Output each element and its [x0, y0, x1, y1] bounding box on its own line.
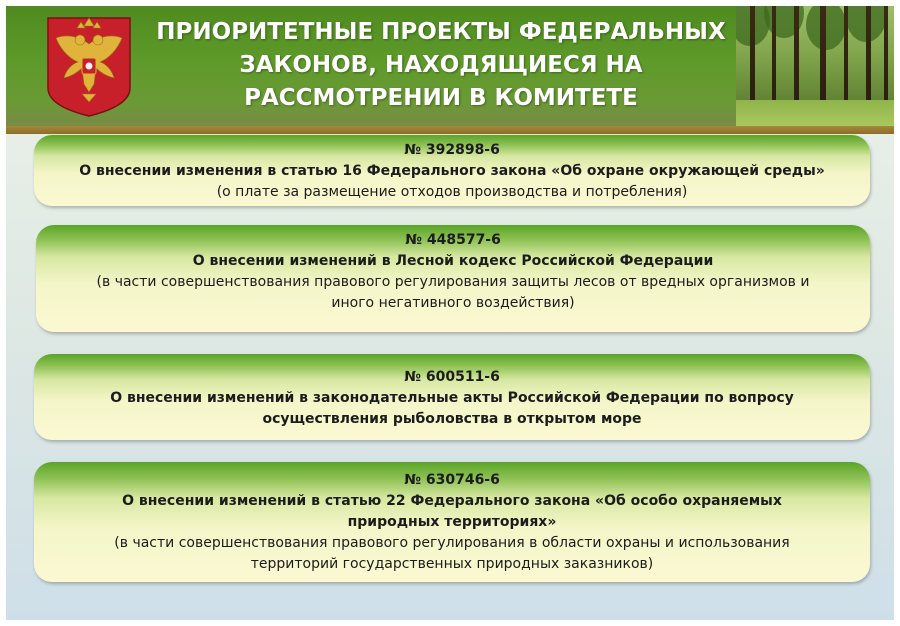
project-number: № 392898-6: [404, 142, 500, 158]
project-detail: (в части совершенствования правового регулирования в области охраны и использования: [114, 535, 790, 551]
project-detail: территорий государственных природных заказников): [250, 556, 654, 572]
title-line: ПРИОРИТЕТНЫЕ ПРОЕКТЫ ФЕДЕРАЛЬНЫХ: [156, 19, 726, 45]
project-title: О внесении изменений в законодательные акты Российской Федерации по вопросу: [110, 390, 794, 406]
project-title: осуществления рыболовства в открытом море: [262, 411, 642, 427]
russian-coat-of-arms-icon: [44, 14, 134, 118]
project-card: [34, 462, 870, 582]
slide: [6, 6, 894, 620]
project-detail: иного негативного воздействия): [331, 295, 575, 311]
project-detail: (о плате за размещение отходов производства и потребления): [216, 184, 688, 200]
title-line: РАССМОТРЕНИИ В КОМИТЕТЕ: [244, 85, 638, 111]
header-divider: [6, 126, 894, 134]
project-title: О внесении изменений в Лесной кодекс Российской Федерации: [192, 253, 714, 269]
project-number: № 630746-6: [404, 472, 500, 488]
project-title: О внесении изменений в статью 22 Федерального закона «Об особо охраняемых: [122, 493, 782, 509]
project-card: [36, 225, 870, 332]
project-number: № 600511-6: [404, 369, 500, 385]
project-card: [34, 354, 870, 440]
project-card: [34, 135, 870, 206]
project-title: природных территориях»: [347, 514, 557, 530]
title-line: ЗАКОНОВ, НАХОДЯЩИЕСЯ НА: [239, 52, 643, 78]
project-number: № 448577-6: [405, 232, 501, 248]
header-banner: [6, 6, 894, 126]
project-title: О внесении изменения в статью 16 Федерального закона «Об охране окружающей среды»: [79, 163, 825, 179]
project-detail: (в части совершенствования правового регулирования защиты лесов от вредных организмов и: [96, 274, 810, 290]
slide-title: [156, 16, 726, 115]
forest-photo: [736, 6, 894, 126]
